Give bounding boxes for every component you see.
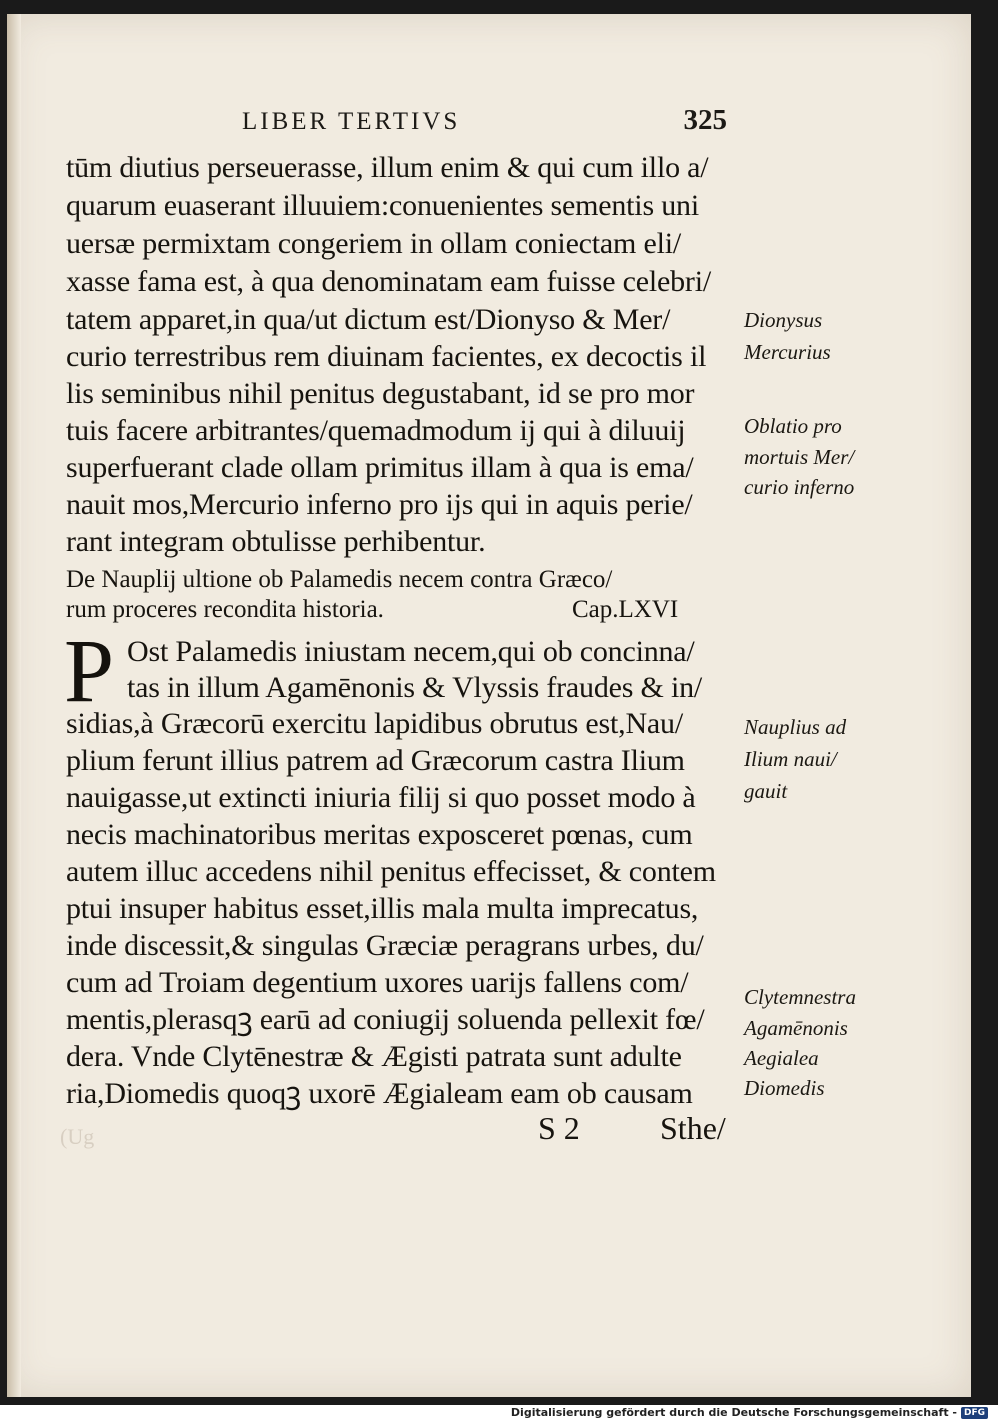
margin-note-line: gauit — [744, 779, 788, 803]
text-line: tas in illum Agamēnonis & Vlyssis fraudes & in/ — [127, 671, 703, 704]
text-line: inde discessit,& singulas Græciæ peragrans urbes, du/ — [66, 929, 704, 962]
text-line: sidias,à Græcorū exercitu lapidibus obrutus est,Nau/ — [66, 707, 683, 740]
text-line: lis seminibus nihil penitus degustabant, id se pro mor — [66, 377, 695, 410]
signature-mark: S 2 — [538, 1110, 580, 1146]
margin-note-line: Dionysus — [744, 308, 823, 332]
text-line: uersæ permixtam congeriem in ollam coniectam eli/ — [66, 227, 681, 260]
text-line: necis machinatoribus meritas exposceret pœnas, cum — [66, 818, 693, 851]
credit-text: Digitalisierung gefördert durch die Deutsche Forschungsgemeinschaft - — [510, 1406, 957, 1419]
text-line: quarum euaserant illuuiem:conuenientes sementis uni — [66, 189, 699, 222]
drop-capital: P — [64, 622, 115, 721]
text-line: xasse fama est, à qua denominatam eam fuisse celebri/ — [66, 265, 711, 298]
margin-note-line: Mercurius — [744, 340, 831, 364]
text-line: mentis,plerasqꝫ earū ad coniugij soluenda pellexit fœ/ — [66, 1003, 705, 1036]
page-gutter — [7, 14, 21, 1397]
chapter-heading-line: rum proceres recondita historia. — [66, 596, 384, 623]
margin-note-line: mortuis Mer/ — [744, 445, 855, 469]
text-line: Ost Palamedis iniustam necem,qui ob concinna/ — [127, 635, 695, 668]
text-line: rant integram obtulisse perhibentur. — [66, 525, 486, 558]
margin-note-line: Aegialea — [744, 1046, 819, 1070]
text-line: ptui insuper habitus esset,illis mala multa imprecatus, — [66, 892, 699, 925]
running-title: LIBER TERTIVS — [242, 108, 461, 135]
show-through-text: (Ug — [60, 1124, 95, 1149]
text-line: autem illuc accedens nihil penitus effecisset, & contem — [66, 855, 716, 888]
dfg-logo: DFG — [961, 1407, 988, 1419]
catchword: Sthe/ — [660, 1110, 726, 1146]
margin-note-line: curio inferno — [744, 475, 855, 499]
text-line: nauit mos,Mercurio inferno pro ijs qui in aquis perie/ — [66, 488, 693, 521]
margin-note-line: Clytemnestra — [744, 985, 856, 1009]
margin-note-line: Oblatio pro — [744, 414, 842, 438]
text-line: tuis facere arbitrantes/quemadmodum ij qui à diluuij — [66, 414, 686, 447]
chapter-heading-line: De Nauplij ultione ob Palamedis necem contra Græco/ — [66, 566, 613, 593]
chapter-number: Cap.LXVI — [572, 596, 679, 623]
text-line: nauigasse,ut extincti iniuria filij si quo posset modo à — [66, 781, 696, 814]
digitization-credit — [511, 1406, 988, 1419]
margin-note-line: Ilium naui/ — [744, 747, 837, 771]
margin-note-line: Agamēnonis — [744, 1016, 848, 1040]
text-line: cum ad Troiam degentium uxores uarijs fallens com/ — [66, 966, 689, 999]
page-number: 325 — [683, 104, 727, 136]
text-line: curio terrestribus rem diuinam facientes, ex decoctis il — [66, 340, 707, 373]
text-line: superfuerant clade ollam primitus illam à qua is ema/ — [66, 451, 694, 484]
text-line: dera. Vnde Clytēnestræ & Ægisti patrata sunt adulte — [66, 1040, 682, 1073]
text-line: ria,Diomedis quoqꝫ uxorē Ægialeam eam ob causam — [66, 1077, 693, 1110]
text-line: plium ferunt illius patrem ad Græcorum castra Ilium — [66, 744, 685, 777]
margin-note-line: Nauplius ad — [744, 715, 847, 739]
margin-note-line: Diomedis — [744, 1076, 825, 1100]
running-header — [242, 104, 732, 140]
text-line: tūm diutius perseuerasse, illum enim & qui cum illo a/ — [66, 151, 709, 184]
text-line: tatem apparet,in qua/ut dictum est/Dionyso & Mer/ — [66, 303, 671, 336]
